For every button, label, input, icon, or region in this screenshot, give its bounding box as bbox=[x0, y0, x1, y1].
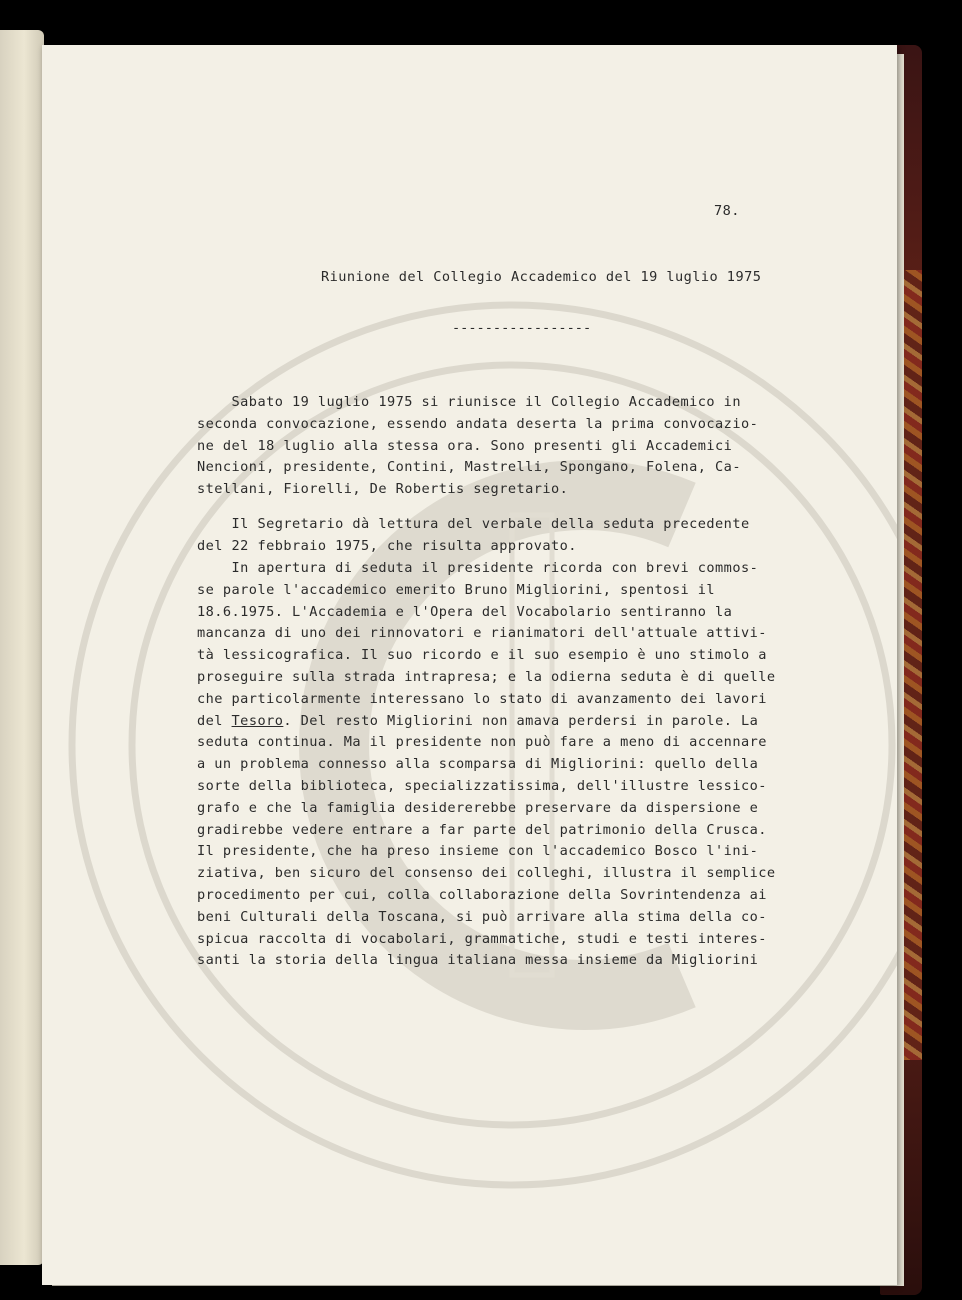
paragraph-commemoration bbox=[197, 558, 817, 972]
text-line: spicua raccolta di vocabolari, grammatiche, studi e testi interes- bbox=[197, 930, 767, 947]
text-line: grafo e che la famiglia desidererebbe preservare da dispersione e bbox=[197, 799, 759, 816]
text-line: sorte della biblioteca, specializzatissima, dell'illustre lessico- bbox=[197, 777, 767, 794]
text-line: 18.6.1975. L'Accademia e l'Opera del Vocabolario sentiranno la bbox=[197, 603, 733, 620]
text-line: tà lessicografica. Il suo ricordo e il suo esempio è uno stimolo a bbox=[197, 647, 767, 664]
text-line: ziativa, ben sicuro del consenso dei colleghi, illustra il semplice bbox=[197, 865, 776, 882]
typed-text bbox=[42, 45, 897, 1285]
text-line: proseguire sulla strada intrapresa; e la odierna seduta è di quelle bbox=[197, 668, 776, 685]
text-line-tesoro: del Tesoro. Del resto Migliorini non amava perdersi in parole. La bbox=[197, 712, 759, 729]
text-line: seduta continua. Ma il presidente non può fare a meno di accennare bbox=[197, 734, 767, 751]
text-line: In apertura di seduta il presidente ricorda con brevi commos- bbox=[197, 560, 759, 576]
text-line: del 22 febbraio 1975, che risulta approvato. bbox=[197, 537, 577, 554]
paragraph-minutes bbox=[197, 514, 817, 558]
text-line: Nencioni, presidente, Contini, Mastrelli, Spongano, Folena, Ca- bbox=[197, 459, 741, 476]
underlined-word: Tesoro bbox=[231, 712, 284, 729]
text-line: procedimento per cui, colla collaborazione della Sovrintendenza ai bbox=[197, 886, 767, 903]
document-page bbox=[42, 45, 897, 1285]
text-line: se parole l'accademico emerito Bruno Migliorini, spentosi il bbox=[197, 581, 716, 598]
text-line: gradirebbe vedere entrare a far parte del patrimonio della Crusca. bbox=[197, 821, 767, 838]
text-line: beni Culturali della Toscana, si può arrivare alla stima della co- bbox=[197, 908, 767, 925]
text-line: Il Segretario dà lettura del verbale della seduta precedente bbox=[197, 516, 750, 532]
text-line: mancanza di uno dei rinnovatori e rianimatori dell'attuale attivi- bbox=[197, 625, 767, 642]
text-line: Sabato 19 luglio 1975 si riunisce il Collegio Accademico in bbox=[197, 394, 741, 410]
text-line: che particolarmente interessano lo stato di avanzamento dei lavori bbox=[197, 690, 767, 707]
facing-page-edge bbox=[0, 30, 44, 1265]
text-line: stellani, Fiorelli, De Robertis segretario. bbox=[197, 481, 569, 498]
text-line: Il presidente, che ha preso insieme con l'accademico Bosco l'ini- bbox=[197, 843, 759, 860]
page-title: Riunione del Collegio Accademico del 19 luglio 1975 bbox=[321, 269, 762, 285]
text-line: santi la storia della lingua italiana messa insieme da Migliorini bbox=[197, 952, 759, 969]
text-line: a un problema connesso alla scomparsa di Migliorini: quello della bbox=[197, 756, 759, 773]
text-line: seconda convocazione, essendo andata deserta la prima convocazio- bbox=[197, 415, 759, 432]
text-line: ne del 18 luglio alla stessa ora. Sono presenti gli Accademici bbox=[197, 437, 733, 454]
page-number: 78. bbox=[714, 203, 740, 219]
paragraph-attendance bbox=[197, 392, 817, 501]
title-separator: ----------------- bbox=[452, 320, 592, 336]
